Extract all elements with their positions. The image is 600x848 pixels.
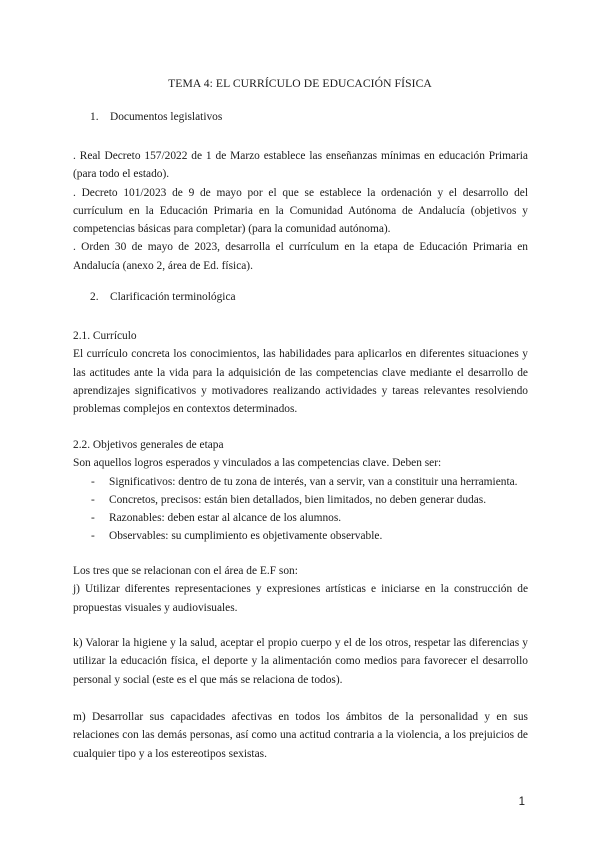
subsection-objetivos (73, 436, 528, 546)
dash-bullet: - (91, 512, 95, 525)
section-number-1: 1. (90, 111, 99, 123)
objetivos-list (73, 473, 528, 546)
dash-bullet: - (91, 475, 95, 488)
section-heading-1 (90, 111, 222, 123)
section-heading-2 (90, 291, 236, 303)
legislative-item-1: . Real Decreto 157/2022 de 1 de Marzo establece las enseñanzas mínimas en educación Primaria (para todo el estado). (73, 150, 528, 181)
section-title-2: Clarificación terminológica (110, 291, 236, 303)
dash-bullet: - (91, 530, 95, 543)
page-title: TEMA 4: EL CURRÍCULO DE EDUCACIÓN FÍSICA (168, 77, 432, 90)
section-title-1: Documentos legislativos (110, 111, 223, 123)
list-item (73, 509, 528, 527)
objective-m: m) Desarrollar sus capacidades afectivas en todos los ámbitos de la personalidad y en sus relaciones con las demás personas, así como una actitud contraria a la violencia, a los prejuicios de cualquier tipo y a los estereotipos sexistas. (73, 711, 528, 760)
legislative-documents-list (73, 147, 528, 275)
list-item-text: Observables: su cumplimiento es objetivamente observable. (109, 530, 383, 543)
list-item-text: Concretos, precisos: están bien detallados, bien limitados, no deben generar dudas. (109, 493, 487, 506)
dash-bullet: - (91, 493, 95, 506)
curriculo-definition: El currículo concreta los conocimientos, las habilidades para aplicarlos en diferentes situaciones y las actitudes ante la vida para la adquisición de las competencias clave mediante el desarrollo de aprendizajes significativos y motivadores realizando actividades y tareas relevantes resolviendo problemas complejos en contextos determinados. (73, 348, 528, 416)
subsection-heading-2-2: 2.2. Objetivos generales de etapa (73, 439, 224, 451)
objetivos-intro: Son aquellos logros esperados y vinculados a las competencias clave. Deben ser: (73, 457, 442, 470)
list-item (73, 491, 528, 509)
subsection-heading-2-1: 2.1. Currículo (73, 330, 137, 342)
ef-objectives-intro-block (73, 562, 528, 617)
objective-j: j) Utilizar diferentes representaciones y expresiones artísticas e iniciarse en la construcción de propuestas visuales y audiovisuales. (73, 583, 528, 614)
legislative-item-2: . Decreto 101/2023 de 9 de mayo por el que se establece la ordenación y el desarrollo del currículum en la Educación Primaria en la Comunidad Autónoma de Andalucía (objetivos y competencias básicas para completar) (para la comunidad autónoma). (73, 186, 528, 236)
list-item (73, 527, 528, 545)
list-item-text: Significativos: dentro de tu zona de interés, van a servir, van a constituir una herramienta. (109, 475, 518, 488)
ef-objectives-intro: Los tres que se relacionan con el área de E.F son: (73, 565, 298, 577)
objective-k: k) Valorar la higiene y la salud, aceptar el propio cuerpo y el de los otros, respetar las diferencias y utilizar la educación física, el deporte y la alimentación como medios para favorecer el desarrollo personal y social (este es el que más se relaciona de todos). (73, 637, 528, 686)
list-item-text: Razonables: deben estar al alcance de los alumnos. (109, 512, 342, 525)
section-number-2: 2. (90, 291, 99, 303)
page-number: 1 (518, 796, 525, 808)
list-item (73, 473, 528, 491)
legislative-item-3: . Orden 30 de mayo de 2023, desarrolla el currículum en la etapa de Educación Primaria en Andalucía (anexo 2, área de Ed. física). (73, 241, 528, 272)
subsection-curriculo (73, 327, 528, 418)
